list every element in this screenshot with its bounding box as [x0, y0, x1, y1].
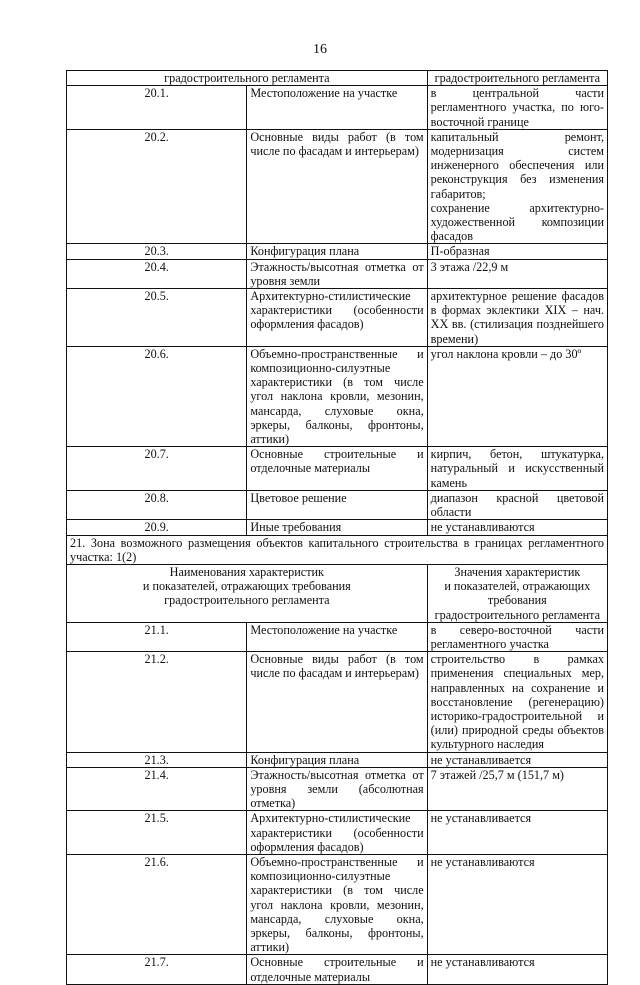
- characteristic-value: [427, 752, 607, 767]
- cell-paragraph: капитальный ремонт, модернизация систем инженерного обеспечения или реконструкция без изменения габаритов;: [430, 129, 604, 201]
- characteristic-name: [247, 520, 427, 535]
- characteristic-name: [247, 86, 427, 130]
- row-number: 20.3.: [67, 244, 247, 259]
- row-number: 21.2.: [67, 652, 247, 752]
- cell-paragraph: архитектурное решение фасадов в формах эклектики XIX – нач. XX вв. (стилизация позднейшего времени): [430, 289, 604, 346]
- row-number: 20.4.: [67, 259, 247, 288]
- cell-paragraph: Архитектурно-стилистические характеристики (особенности оформления фасадов): [250, 289, 424, 332]
- cell-paragraph: Местоположение на участке: [250, 622, 398, 637]
- cell-paragraph: Основные виды работ (в том числе по фасадам и интерьерам): [250, 652, 424, 681]
- cell-paragraph: строительство в рамках применения специальных мер, направленных на сохранение и восстановление (регенерацию) историко-градостроительной и (или) природной среды объектов культурного наследия: [430, 652, 604, 752]
- cell-paragraph: 3 этажа /22,9 м: [430, 259, 509, 274]
- cell-paragraph: и показателей, отражающих требования: [142, 579, 351, 594]
- cell-paragraph: Наименования характеристик: [169, 564, 324, 579]
- table-row: [67, 652, 608, 752]
- cell-paragraph: Иные требования: [250, 520, 342, 535]
- section-heading-row: [67, 535, 608, 564]
- row-number: 21.6.: [67, 854, 247, 954]
- characteristic-value: [427, 520, 607, 535]
- cell-paragraph: Основные виды работ (в том числе по фасадам и интерьерам): [250, 129, 424, 159]
- table-row: [67, 289, 608, 347]
- row-number: 20.5.: [67, 289, 247, 347]
- cell-paragraph: не устанавливаются: [430, 854, 535, 869]
- characteristic-value: [427, 767, 607, 811]
- header-right-cell: [427, 564, 607, 622]
- cell-paragraph: градостроительного регламента: [164, 593, 330, 608]
- cell-paragraph: П-образная: [430, 244, 490, 259]
- page-number: 16: [313, 42, 327, 57]
- cell-paragraph: Основные строительные и отделочные материалы: [250, 955, 424, 984]
- table-header-row: [67, 71, 608, 86]
- table-row: [67, 346, 608, 446]
- characteristic-name: [247, 490, 427, 519]
- cell-paragraph: Цветовое решение: [250, 490, 347, 505]
- table-body: [67, 71, 608, 985]
- cell-paragraph: диапазон красной цветовой области: [430, 490, 604, 520]
- cell-paragraph: не устанавливается: [430, 811, 532, 826]
- characteristic-value: [427, 490, 607, 519]
- characteristic-value: [427, 289, 607, 347]
- characteristic-name: [247, 244, 427, 259]
- cell-paragraph: в северо-восточной части регламентного участка: [430, 622, 604, 651]
- characteristic-value: [427, 811, 607, 855]
- cell-paragraph: не устанавливается: [430, 752, 532, 767]
- row-number: 20.2.: [67, 129, 247, 244]
- cell-paragraph: Архитектурно-стилистические характеристики (особенности оформления фасадов): [250, 811, 424, 854]
- cell-paragraph: не устанавливаются: [430, 955, 535, 970]
- characteristic-value: [427, 259, 607, 288]
- header-left-cell: градостроительного регламента: [67, 71, 428, 86]
- characteristic-name: [247, 652, 427, 752]
- table-row: [67, 622, 608, 651]
- cell-paragraph: Конфигурация плана: [250, 244, 360, 259]
- cell-paragraph: кирпич, бетон, штукатурка, натуральный и искусственный камень: [430, 447, 604, 490]
- regulation-table: [66, 70, 608, 985]
- row-number: 20.7.: [67, 447, 247, 491]
- characteristic-value: [427, 244, 607, 259]
- characteristic-name: [247, 811, 427, 855]
- table-row: [67, 447, 608, 491]
- characteristic-value: [427, 622, 607, 651]
- characteristic-name: [247, 767, 427, 811]
- cell-paragraph: Конфигурация плана: [250, 752, 360, 767]
- cell-paragraph: и показателей, отражающих требования: [444, 579, 591, 608]
- table-header-row: [67, 564, 608, 622]
- table-row: [67, 955, 608, 984]
- row-number: 21.1.: [67, 622, 247, 651]
- cell-paragraph: в центральной части регламентного участка, по юго-восточной границе: [430, 86, 604, 129]
- section-heading: 21. Зона возможного размещения объектов капитального строительства в границах регламентного участка: 1(2): [67, 535, 608, 564]
- characteristic-value: [427, 346, 607, 446]
- header-left-cell: [67, 564, 428, 622]
- cell-paragraph: Объемно-пространственные и композиционно-силуэтные характеристики (в том числе угол наклона кровли, мезонин, мансарда, слуховые окна, эркеры, балконы, фронтоны, аттики): [250, 346, 424, 447]
- row-number: 21.4.: [67, 767, 247, 811]
- cell-paragraph: угол наклона кровли – до 30º: [430, 346, 582, 361]
- cell-paragraph: Этажность/высотная отметка от уровня земли (абсолютная отметка): [250, 767, 424, 811]
- characteristic-value: [427, 955, 607, 984]
- characteristic-name: [247, 346, 427, 446]
- table-row: [67, 490, 608, 519]
- table-row: [67, 767, 608, 811]
- characteristic-name: [247, 752, 427, 767]
- cell-paragraph: 7 этажей /25,7 м (151,7 м): [430, 767, 564, 782]
- characteristic-value: [427, 129, 607, 244]
- characteristic-name: [247, 259, 427, 288]
- cell-paragraph: сохранение архитектурно-художественной композиции фасадов: [430, 200, 604, 244]
- cell-paragraph: Местоположение на участке: [250, 86, 398, 101]
- cell-paragraph: Этажность/высотная отметка от уровня земли: [250, 259, 424, 288]
- row-number: 21.5.: [67, 811, 247, 855]
- row-number: 21.3.: [67, 752, 247, 767]
- header-right-cell: градостроительного регламента: [427, 71, 607, 86]
- cell-paragraph: градостроительного регламента: [434, 607, 601, 622]
- characteristic-name: [247, 447, 427, 491]
- characteristic-name: [247, 289, 427, 347]
- row-number: 20.8.: [67, 490, 247, 519]
- table-row: [67, 520, 608, 535]
- row-number: 20.9.: [67, 520, 247, 535]
- table-row: [67, 244, 608, 259]
- characteristic-value: [427, 447, 607, 491]
- cell-paragraph: Основные строительные и отделочные материалы: [250, 447, 424, 476]
- row-number: 20.1.: [67, 86, 247, 130]
- table-row: [67, 259, 608, 288]
- cell-paragraph: Объемно-пространственные и композиционно-силуэтные характеристики (в том числе угол наклона кровли, мезонин, мансарда, слуховые окна, эркеры, балконы, фронтоны, аттики): [250, 854, 424, 955]
- characteristic-name: [247, 955, 427, 984]
- row-number: 21.7.: [67, 955, 247, 984]
- table-row: [67, 752, 608, 767]
- table-row: [67, 811, 608, 855]
- characteristic-value: [427, 86, 607, 130]
- table-row: [67, 86, 608, 130]
- table-row: [67, 129, 608, 244]
- characteristic-value: [427, 652, 607, 752]
- cell-paragraph: Значения характеристик: [454, 564, 581, 579]
- characteristic-name: [247, 622, 427, 651]
- row-number: 20.6.: [67, 346, 247, 446]
- characteristic-name: [247, 129, 427, 244]
- cell-paragraph: не устанавливаются: [430, 520, 535, 535]
